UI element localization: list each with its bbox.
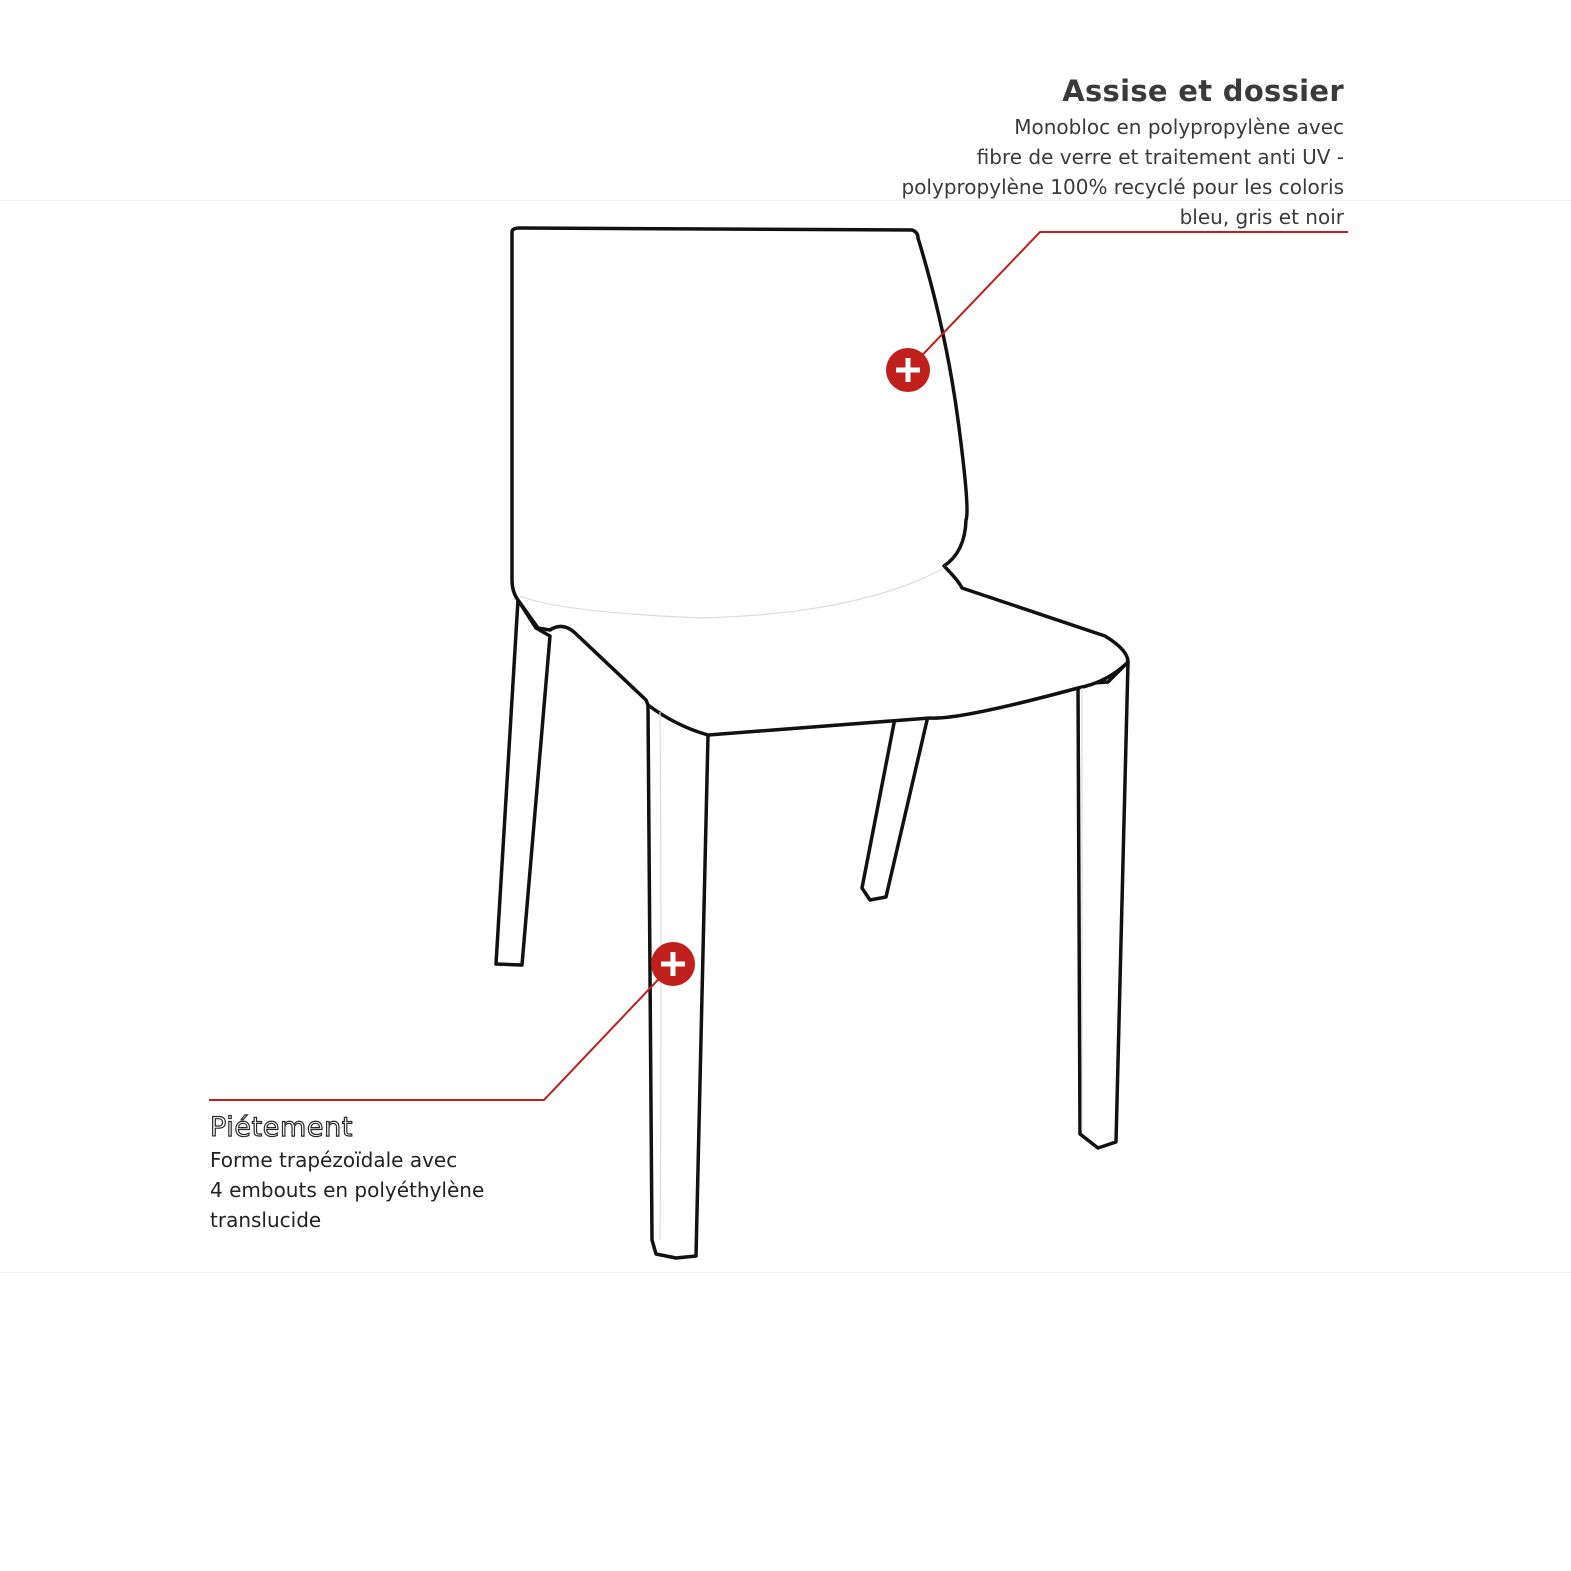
seat-callout-line: fibre de verre et traitement anti UV - — [976, 145, 1344, 169]
legs-callout-line: translucide — [210, 1208, 322, 1232]
seat-callout-line: polypropylène 100% recyclé pour les coloris — [901, 175, 1344, 199]
legs-hotspot[interactable] — [651, 942, 695, 986]
legs-callout-line: Forme trapézoïdale avec — [210, 1148, 458, 1172]
seat-hotspot[interactable] — [886, 348, 930, 392]
seat-callout — [902, 74, 1345, 232]
legs-callout-line: 4 embouts en polyéthylène — [210, 1178, 485, 1202]
seat-callout-title: Assise et dossier — [1062, 74, 1344, 108]
chair-leg-back-right — [862, 716, 928, 900]
legs-leader-line — [209, 965, 672, 1100]
seat-leader-line — [908, 232, 1348, 370]
seat-callout-line: Monobloc en polypropylène avec — [1014, 115, 1344, 139]
seat-callout-line: bleu, gris et noir — [1179, 205, 1344, 229]
chair-leg-front-right — [1078, 662, 1128, 1148]
chair-shell — [512, 228, 1128, 735]
legs-callout — [210, 1112, 484, 1235]
legs-callout-title: Piétement — [210, 1112, 354, 1143]
chair-leg-back-left — [496, 600, 550, 965]
